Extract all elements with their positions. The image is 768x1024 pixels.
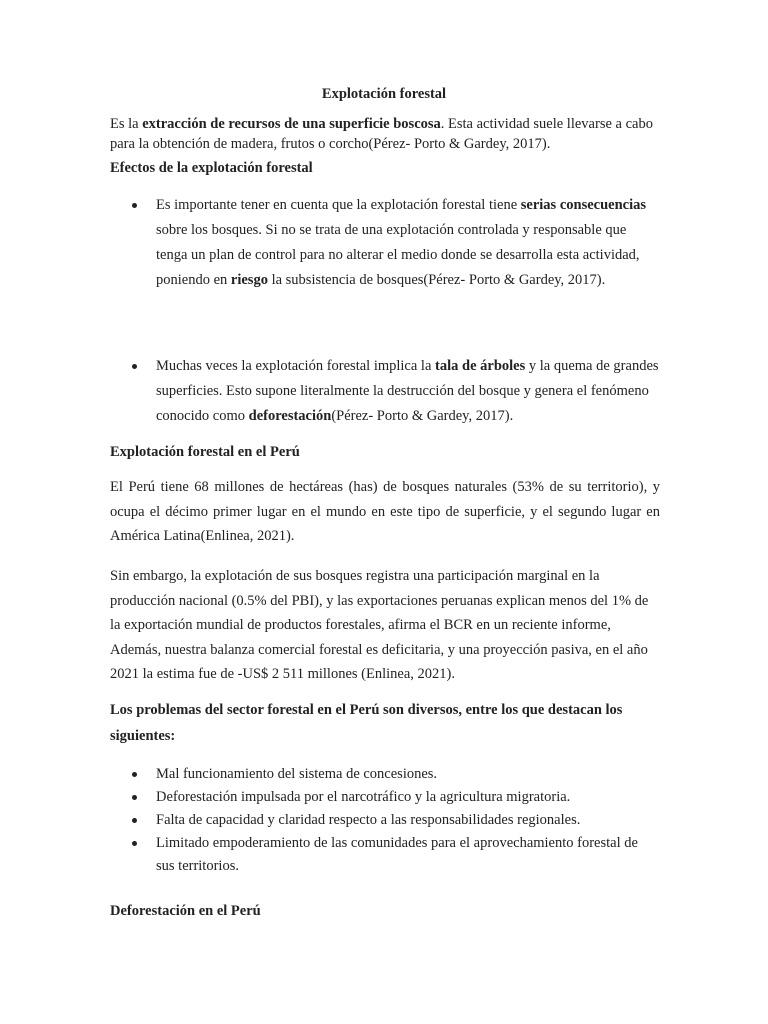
paragraph-exploitation: Sin embargo, la explotación de sus bosques registra una participación marginal en la producción nacional (0.5% del PBI), y las exportaciones peruanas explican menos del 1% de la exportación mundial de productos forestales, afirma el BCR en un reciente informe, Además, nuestra balanza comercial forestal es deficitaria, y una proyección pasiva, en el año 2021 la estima fue de -US$ 2 511 millones (Enlinea, 2021). (110, 568, 649, 682)
item-text: Muchas veces la explotación forestal implica la (156, 358, 436, 374)
effects-list (110, 193, 660, 293)
paragraph-peru-forests: El Perú tiene 68 millones de hectáreas (has) de bosques naturales (53% de su territorio), y ocupa el décimo primer lugar en el mundo en este tipo de superficie, y el segundo lugar en América Latina(Enlinea, 2021). (110, 479, 660, 544)
effects-list-2 (110, 354, 660, 429)
intro-text: Es la (110, 116, 143, 132)
list-item: Deforestación impulsada por el narcotráfico y la agricultura migratoria. (110, 786, 660, 809)
item-bold: riesgo (230, 272, 268, 288)
item-text: la subsistencia de bosques(Pérez- Porto & Gardey, 2017). (267, 272, 606, 288)
heading-peru: Explotación forestal en el Perú (110, 444, 300, 460)
intro-text-2: . Esta actividad suele llevarse a cabo para la obtención de madera, frutos o corcho(Pérez- Porto & Gardey, 2017). (110, 116, 653, 152)
list-item: Falta de capacidad y claridad respecto a las responsabilidades regionales. (110, 809, 660, 832)
item-bold: deforestación (248, 408, 332, 424)
item-text: sobre los bosques. Si no se trata de una explotación controlada y responsable que tenga un plan de control para no alterar el medio donde se desarrolla esta actividad, poniendo en (156, 222, 640, 288)
item-bold: tala de árboles (435, 358, 526, 374)
intro-paragraph (110, 114, 660, 154)
list-item: Mal funcionamiento del sistema de concesiones. (110, 763, 660, 786)
document-title: Explotación forestal (321, 86, 447, 102)
item-text: Es importante tener en cuenta que la explotación forestal tiene (156, 197, 521, 213)
list-item (110, 193, 660, 293)
item-bold: serias consecuencias (520, 197, 647, 213)
list-item: Limitado empoderamiento de las comunidades para el aprovechamiento forestal de sus territorios. (110, 832, 660, 878)
heading-deforestation: Deforestación en el Perú (110, 903, 261, 919)
problems-list (110, 763, 660, 878)
item-text: (Pérez- Porto & Gardey, 2017). (331, 408, 514, 424)
heading-effects: Efectos de la explotación forestal (110, 160, 313, 176)
intro-bold: extracción de recursos de una superficie boscosa (142, 116, 441, 132)
list-item (110, 354, 660, 429)
item-text: y la quema de grandes superficies. Esto supone literalmente la destrucción del bosque y genera el fenómeno conocido como (156, 358, 659, 424)
heading-problems: Los problemas del sector forestal en el Perú son diversos, entre los que destacan los siguientes: (110, 702, 623, 744)
